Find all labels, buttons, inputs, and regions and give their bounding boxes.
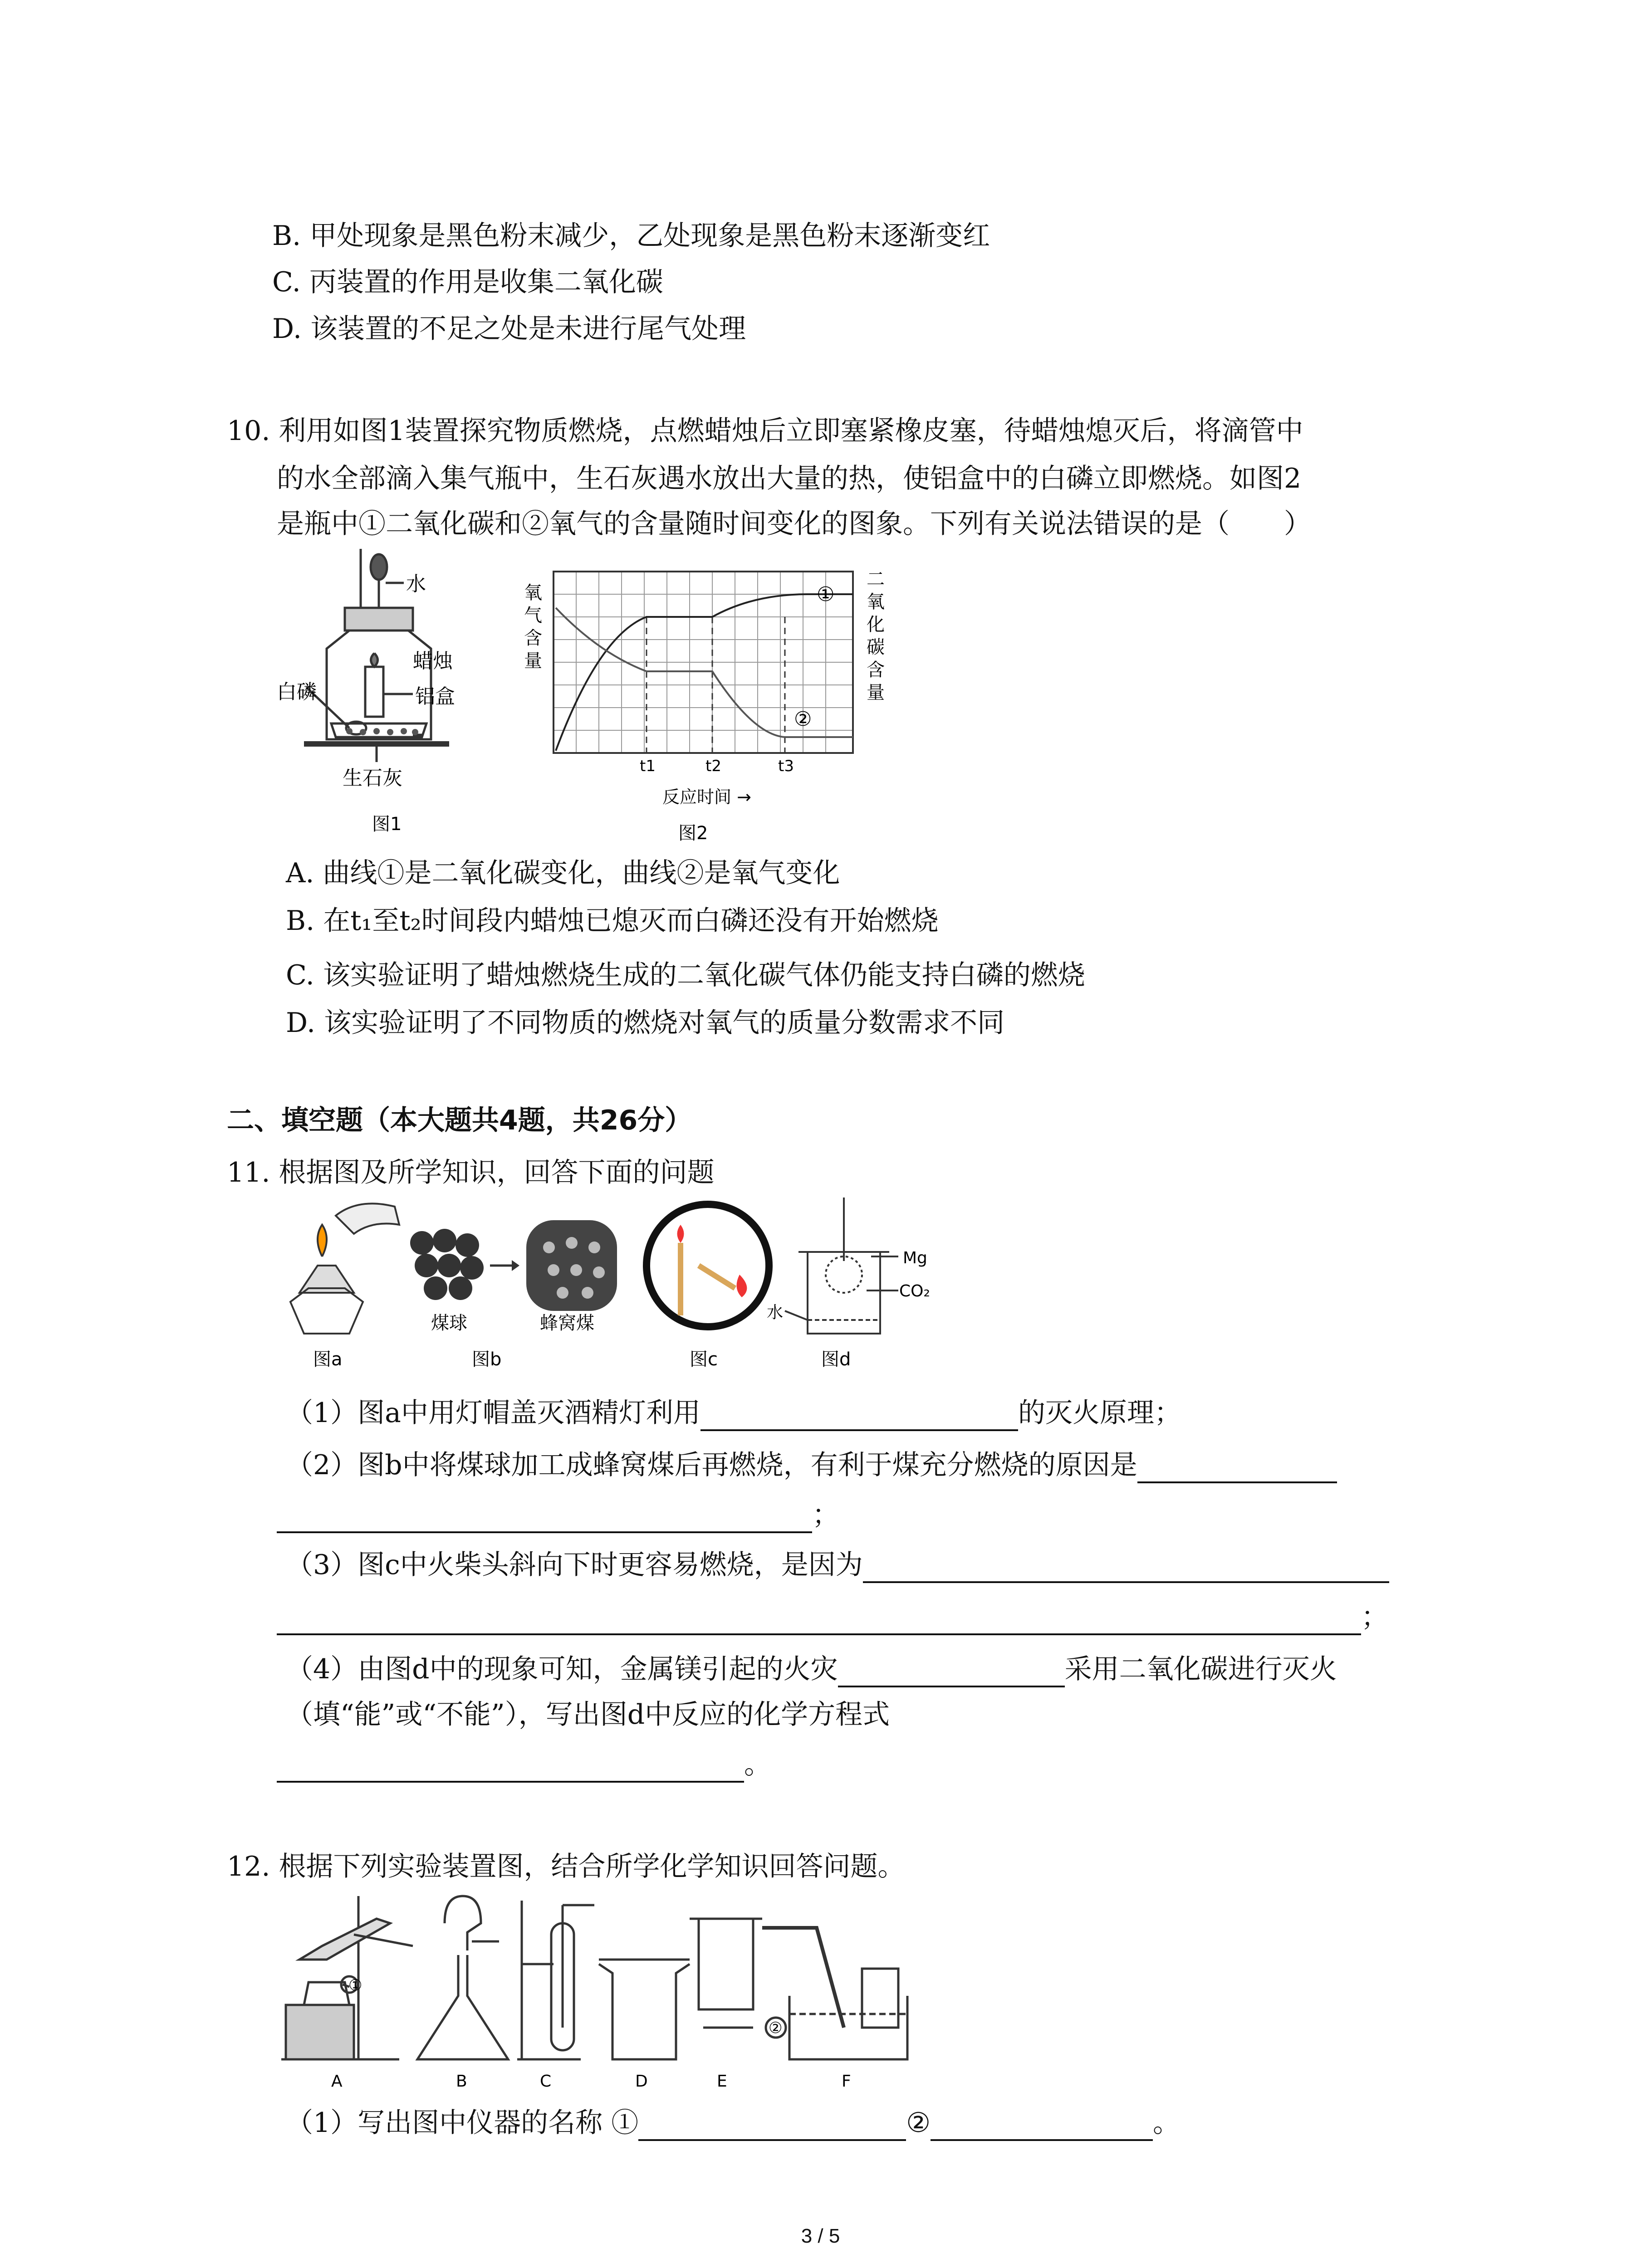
q11-part4-end: 。 xyxy=(744,1749,771,1780)
q9-option-b: B. 甲处现象是黑色粉末减少，乙处现象是黑色粉末逐渐变红 xyxy=(272,220,990,252)
q12-mark-2: ② xyxy=(769,2019,783,2037)
q12-part1-blank-1[interactable] xyxy=(638,2112,906,2141)
fig2-x-axis-label: 反应时间 → xyxy=(662,787,751,807)
q11-part3-blank-1[interactable] xyxy=(863,1554,1389,1583)
q11-part3 xyxy=(286,1547,1389,1583)
section-2-title: 二、填空题（本大题共4题，共26分） xyxy=(227,1105,692,1136)
fig-c-caption: 图c xyxy=(690,1349,718,1370)
q11-stem: 11. 根据图及所学知识，回答下面的问题 xyxy=(227,1157,715,1188)
q12-mark-1: ① xyxy=(348,1976,362,1994)
fig2-tick-t1: t1 xyxy=(640,757,656,775)
q12-label-a: A xyxy=(331,2072,343,2091)
q11-part1-blank[interactable] xyxy=(700,1402,1018,1431)
fig2-left-axis-label: 氧气含量 xyxy=(524,582,542,671)
q11-part4-line2: （填“能”或“不能”），写出图d中反应的化学方程式 xyxy=(286,1699,890,1730)
q11-part2-line2 xyxy=(277,1497,839,1533)
q12-part1-blank-2[interactable] xyxy=(931,2112,1153,2141)
fig-d-caption: 图d xyxy=(821,1349,851,1370)
fig2-right-axis-label: 二氧化碳含量 xyxy=(867,569,885,703)
q11-part4-line3 xyxy=(277,1746,771,1783)
q12-part1 xyxy=(286,2105,1180,2141)
q11-figures xyxy=(281,1198,930,1388)
q12-label-e: E xyxy=(717,2072,727,2091)
q11-part3-line2 xyxy=(277,1599,1388,1635)
q11-part4-text: （4）由图d中的现象可知，金属镁引起的火灾 xyxy=(286,1653,838,1685)
q10-stem-line3: 是瓶中①二氧化碳和②氧气的含量随时间变化的图象。下列有关说法错误的是（ ） xyxy=(277,508,1311,540)
q11-part3-text: （3）图c中火柴头斜向下时更容易燃烧，是因为 xyxy=(286,1549,863,1581)
q10-option-c: C. 该实验证明了蜡烛燃烧生成的二氧化碳气体仍能支持白磷的燃烧 xyxy=(286,959,1085,991)
fig2-tick-t3: t3 xyxy=(778,757,794,775)
fig1-label-water: 水 xyxy=(406,572,426,596)
fig1-label-lime: 生石灰 xyxy=(343,767,402,790)
q10-figure-2 xyxy=(499,562,916,844)
q12-part1-end: 。 xyxy=(1153,2107,1181,2139)
q9-option-d: D. 该装置的不足之处是未进行尾气处理 xyxy=(272,313,746,345)
fig-d-water-label: 水 xyxy=(767,1303,784,1322)
fig2-tick-t2: t2 xyxy=(705,757,721,775)
q10-stem-line1: 10. 利用如图1装置探究物质燃烧，点燃蜡烛后立即塞紧橡皮塞，待蜡烛熄灭后，将滴管中 xyxy=(227,415,1303,447)
q12-label-d: D xyxy=(635,2072,648,2091)
q11-part4-text2: 采用二氧化碳进行灭火 xyxy=(1064,1653,1337,1685)
fig2-caption: 图2 xyxy=(678,823,708,844)
q12-label-f: F xyxy=(842,2072,851,2091)
q11-part3-end: ； xyxy=(1361,1601,1388,1633)
q11-part2-blank-2[interactable] xyxy=(277,1504,812,1533)
q12-stem: 12. 根据下列实验装置图，结合所学化学知识回答问题。 xyxy=(227,1851,905,1882)
q10-figure-1 xyxy=(277,549,476,839)
fig-d-co2-label: CO₂ xyxy=(899,1282,930,1300)
fig-b-caption: 图b xyxy=(472,1349,502,1370)
q12-apparatus-figure xyxy=(281,1892,907,2091)
q12-part1-mark2: ② xyxy=(906,2107,931,2139)
fig1-label-al-box: 铝盒 xyxy=(415,685,455,708)
q12-label-c: C xyxy=(540,2072,552,2091)
q11-part1 xyxy=(286,1395,1181,1431)
q10-stem-line2: 的水全部滴入集气瓶中，生石灰遇水放出大量的热，使铝盒中的白磷立即燃烧。如图2 xyxy=(277,463,1302,494)
q9-option-c: C. 丙装置的作用是收集二氧化碳 xyxy=(272,266,663,298)
fig2-curve2-label: ② xyxy=(794,708,812,731)
q10-option-d: D. 该实验证明了不同物质的燃烧对氧气的质量分数需求不同 xyxy=(286,1007,1005,1039)
fig-d-mg-label: Mg xyxy=(903,1249,927,1267)
q12-label-b: B xyxy=(456,2072,467,2091)
q11-part2-text: （2）图b中将煤球加工成蜂窝煤后再燃烧，有利于煤充分燃烧的原因是 xyxy=(286,1449,1137,1481)
q11-part1-end: 的灭火原理； xyxy=(1018,1397,1181,1429)
q11-part4-equation-blank[interactable] xyxy=(277,1754,744,1783)
fig2-curve1-label: ① xyxy=(817,583,835,606)
q11-part4 xyxy=(286,1651,1337,1687)
q12-part1-text: （1）写出图中仪器的名称 ① xyxy=(286,2107,639,2139)
fig-a-caption: 图a xyxy=(313,1349,343,1370)
fig-b-coal-ball-label: 煤球 xyxy=(431,1313,467,1334)
q10-option-a: A. 曲线①是二氧化碳变化，曲线②是氧气变化 xyxy=(286,857,840,889)
fig1-label-white-phosphorus: 白磷 xyxy=(277,680,317,704)
q10-option-b: B. 在t₁至t₂时间段内蜡烛已熄灭而白磷还没有开始燃烧 xyxy=(286,905,939,937)
q11-part1-text: （1）图a中用灯帽盖灭酒精灯利用 xyxy=(286,1397,700,1429)
fig1-label-candle: 蜡烛 xyxy=(413,650,453,673)
q11-part2-blank-1[interactable] xyxy=(1137,1454,1337,1483)
fig-b-honeycomb-label: 蜂窝煤 xyxy=(540,1313,594,1334)
fig1-caption: 图1 xyxy=(372,814,402,835)
q11-part2 xyxy=(286,1447,1337,1483)
q11-part3-blank-2[interactable] xyxy=(277,1606,1361,1635)
page-number: 3 / 5 xyxy=(801,2225,840,2247)
q11-part2-end: ； xyxy=(812,1499,839,1531)
q11-part4-blank-1[interactable] xyxy=(838,1658,1065,1687)
